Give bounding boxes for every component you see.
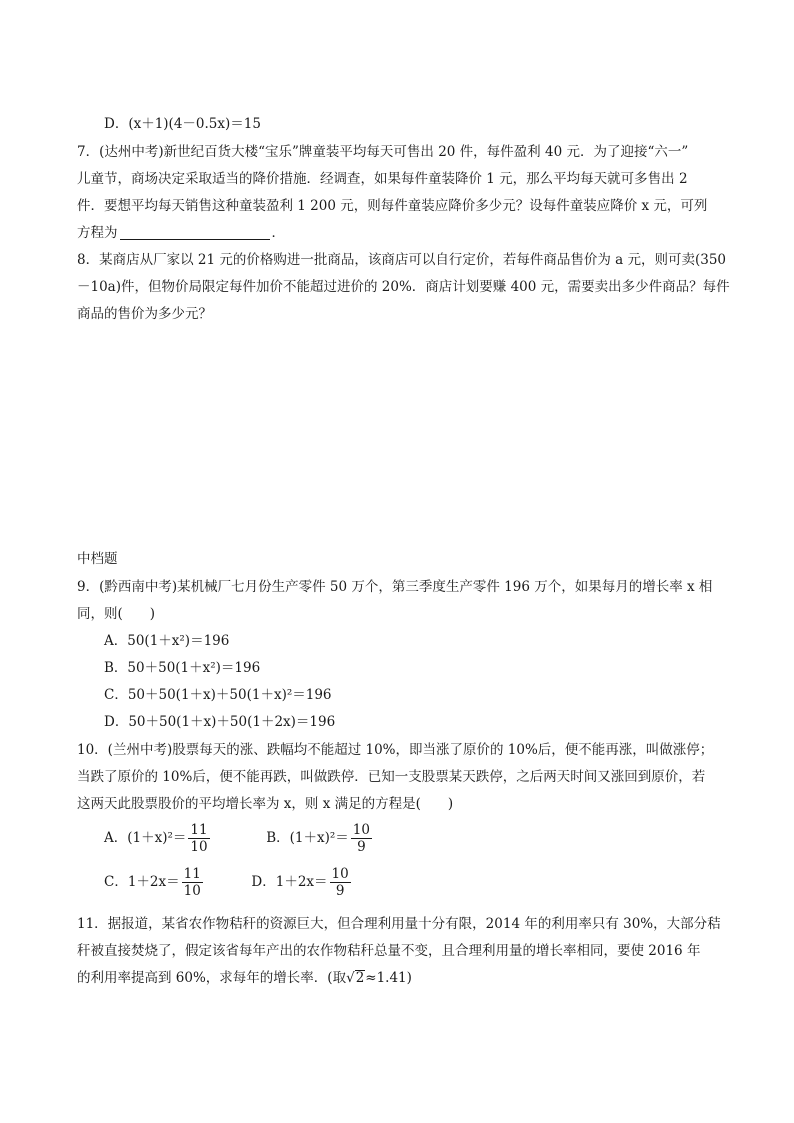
answer-blank[interactable] (120, 225, 270, 240)
option-d-numerator: 10 (331, 866, 349, 882)
option-d-fraction (330, 866, 351, 899)
option-c-denominator: 10 (183, 883, 201, 899)
question-10-option-c (104, 866, 205, 899)
option-c-numerator: 11 (183, 866, 201, 882)
question-11-line-3-prefix: 的利用率提高到 60%，求每年的增长率．(取 (77, 970, 347, 986)
option-b-denominator: 9 (357, 839, 366, 855)
question-9-option-c: C．50＋50(1＋x)＋50(1＋x)²＝196 (104, 687, 332, 703)
question-10-options-ab (104, 822, 374, 855)
question-7-suffix: ． (271, 225, 285, 241)
question-11-line-3-suffix: ≈1.41) (365, 970, 412, 986)
option-a-numerator: 11 (190, 822, 208, 838)
question-9-option-b: B．50＋50(1＋x²)＝196 (104, 660, 261, 676)
option-d-prefix: D．1＋2x＝ (251, 874, 328, 890)
section-title: 中档题 (77, 551, 118, 567)
option-d-denominator: 9 (335, 883, 345, 899)
option-b-numerator: 10 (352, 822, 370, 838)
question-6-option-d: D．(x＋1)(4－0.5x)＝15 (104, 116, 261, 132)
option-a-fraction (188, 822, 209, 855)
sqrt-sign: √ (346, 970, 355, 986)
question-10-line-2: 当跌了原价的 10%后，便不能再跌，叫做跌停．已知一支股票某天跌停，之后两天时间又涨回到原价，若 (77, 769, 706, 785)
question-8-line-2: －10a)件，但物价局限定每件加价不能超过进价的 20%．商店计划要赚 400 元，需要卖出多少件商品？每件 (77, 279, 730, 295)
option-b-prefix: B．(1＋x)²＝ (266, 830, 349, 846)
question-10-line-1: 10．(兰州中考)股票每天的涨、跌幅均不能超过 10%，即当涨了原价的 10%后，便不能再涨，叫做涨停； (77, 742, 714, 758)
option-b-fraction (351, 822, 372, 855)
question-7-line-2: 儿童节，商场决定采取适当的降价措施．经调查，如果每件童装降价 1 元，那么平均每天就可多售出 2 (77, 171, 688, 187)
question-8-line-3: 商品的售价为多少元？ (77, 306, 212, 322)
option-c-fraction (182, 866, 203, 899)
question-10-option-a (104, 822, 212, 855)
question-9-line-1: 9．(黔西南中考)某机械厂七月份生产零件 50 万个，第三季度生产零件 196 万个，如果每月的增长率 x 相 (77, 579, 713, 595)
question-11-line-3 (77, 969, 412, 987)
question-10-line-3: 这两天此股票股价的平均增长率为 x，则 x 满足的方程是( ) (77, 796, 454, 812)
option-c-prefix: C．1＋2x＝ (104, 874, 180, 890)
question-10-option-b (266, 822, 374, 855)
question-9-option-d: D．50＋50(1＋x)＋50(1＋2x)＝196 (104, 714, 336, 730)
option-a-prefix: A．(1＋x)²＝ (104, 830, 187, 846)
question-11-line-2: 秆被直接焚烧了，假定该省每年产出的农作物秸秆总量不变，且合理利用量的增长率相同，要使 2016 年 (77, 943, 701, 959)
question-8-line-1: 8．某商店从厂家以 21 元的价格购进一批商品，该商店可以自行定价，若每件商品售价为 a 元，则可卖(350 (77, 252, 727, 268)
question-9-line-2: 同，则( ) (77, 606, 156, 622)
question-7-line-4 (77, 224, 285, 242)
question-9-option-a: A．50(1＋x²)＝196 (104, 633, 230, 649)
sqrt-radicand: 2 (355, 970, 365, 986)
question-10-options-cd (104, 866, 353, 899)
question-7-prefix: 方程为 (77, 225, 118, 241)
question-7-line-1: 7．(达州中考)新世纪百货大楼“宝乐”牌童装平均每天可售出 20 件，每件盈利 40 元．为了迎接“六一” (77, 144, 689, 160)
question-11-line-1: 11．据报道，某省农作物秸秆的资源巨大，但合理利用量十分有限，2014 年的利用率只有 30%，大部分秸 (77, 916, 721, 932)
option-a-denominator: 10 (190, 839, 208, 855)
question-10-option-d (251, 866, 352, 899)
question-7-line-3: 件．要想平均每天销售这种童装盈利 1 200 元，则每件童装应降价多少元？设每件童装应降价 x 元，可列 (77, 198, 708, 214)
